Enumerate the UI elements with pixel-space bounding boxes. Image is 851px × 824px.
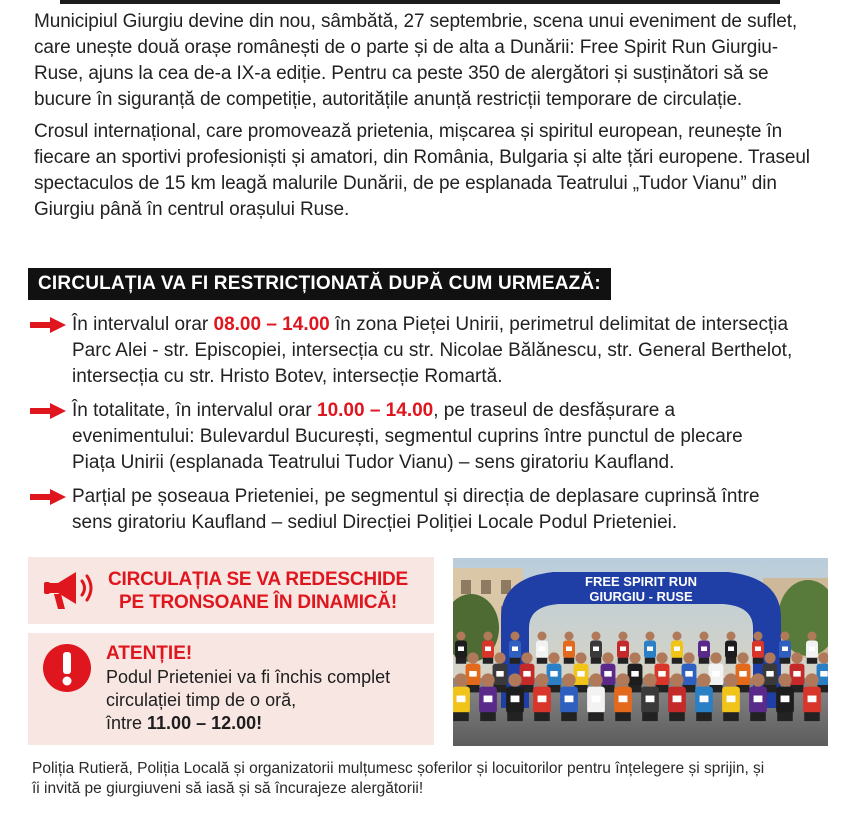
megaphone-icon <box>34 569 104 613</box>
section-heading: CIRCULAȚIA VA FI RESTRICȚIONATĂ DUPĂ CUM URMEAZĂ: <box>28 268 611 300</box>
footer-note: Poliția Rutieră, Poliția Locală și organizatorii mulțumesc șoferilor și locuitorilor pentru înțelegere și sprijin, și îi invită pe giurgiuveni să iasă și să încurajeze alergătorii! <box>32 760 765 797</box>
warning-line-1: Podul Prieteniei va fi închis complet <box>106 667 391 687</box>
restriction-text: Parțial pe șoseaua Prieteniei, pe segmentul și direcția de deplasare cuprinsă între sens giratoriu Kaufland – sediul Direcției Poliției Locale Podul Prieteniei. <box>72 486 760 533</box>
time-highlight: 08.00 – 14.00 <box>213 314 330 335</box>
intro-text <box>34 9 824 229</box>
intro-paragraph-2: Crosul internațional, care promovează prietenia, mișcarea și spiritul european, reunește în fiecare an sportivi profesioniști și amatori, din România, Bulgaria și alte țări europene. Traseul spectaculos de 15 km leagă malurile Dunării, de pe esplanada Teatrului „Tudor Vianu” din Giurgiu până în centrul orașului Ruse. <box>34 121 810 220</box>
arrow-right-icon <box>30 484 72 510</box>
warning-banner <box>28 633 434 745</box>
restriction-text: În intervalul orar 08.00 – 14.00 în zona Pieței Unirii, perimetrul delimitat de intersecția Parc Alei - str. Episcopiei, intersecția cu str. Nicolae Bălănescu, str. General Berthelot, intersecția cu str. Hristo Botev, intersecție Romartă. <box>72 314 793 387</box>
list-item <box>30 398 820 476</box>
warning-title: ATENȚIE! <box>106 643 193 664</box>
svg-text:GIURGIU - RUSE: GIURGIU - RUSE <box>589 589 693 604</box>
arrow-right-icon <box>30 398 72 424</box>
restriction-text: În totalitate, în intervalul orar 10.00 – 14.00, pe traseul de desfășurare a evenimentului: Bulevardul București, segmentul cuprins între punctul de plecare Piața Unirii (esplanada Teatrului Tudor Vianu) – sens giratoriu Kaufland. <box>72 400 743 473</box>
list-item <box>30 312 820 390</box>
race-photo <box>453 558 828 746</box>
restrictions-list <box>30 312 820 544</box>
top-divider <box>0 0 851 4</box>
warning-time: 11.00 – 12.00! <box>147 713 263 733</box>
exclamation-icon <box>28 633 106 745</box>
warning-line-2: circulației timp de o oră, <box>106 690 297 710</box>
reopen-banner <box>28 557 434 624</box>
arrow-right-icon <box>30 312 72 338</box>
svg-text:FREE SPIRIT RUN: FREE SPIRIT RUN <box>585 574 697 589</box>
list-item <box>30 484 820 536</box>
time-highlight: 10.00 – 14.00 <box>317 400 434 421</box>
warning-line-3: între 11.00 – 12.00! <box>106 713 263 733</box>
intro-paragraph-1: Municipiul Giurgiu devine din nou, sâmbătă, 27 septembrie, scena unui eveniment de suflet, care unește două orașe românești de o parte și de alta a Dunării: Free Spirit Run Giurgiu-Ruse, ajuns la cea de-a IX-a ediție. Pentru ca peste 350 de alergători și susținători să se bucure în siguranță de competiție, autoritățile anunță restricții temporare de circulație. <box>34 11 798 110</box>
reopen-line-1: CIRCULAȚIA SE VA REDESCHIDE <box>107 568 409 590</box>
reopen-line-2: PE TRONSOANE ÎN DINAMICĂ! <box>119 591 397 613</box>
